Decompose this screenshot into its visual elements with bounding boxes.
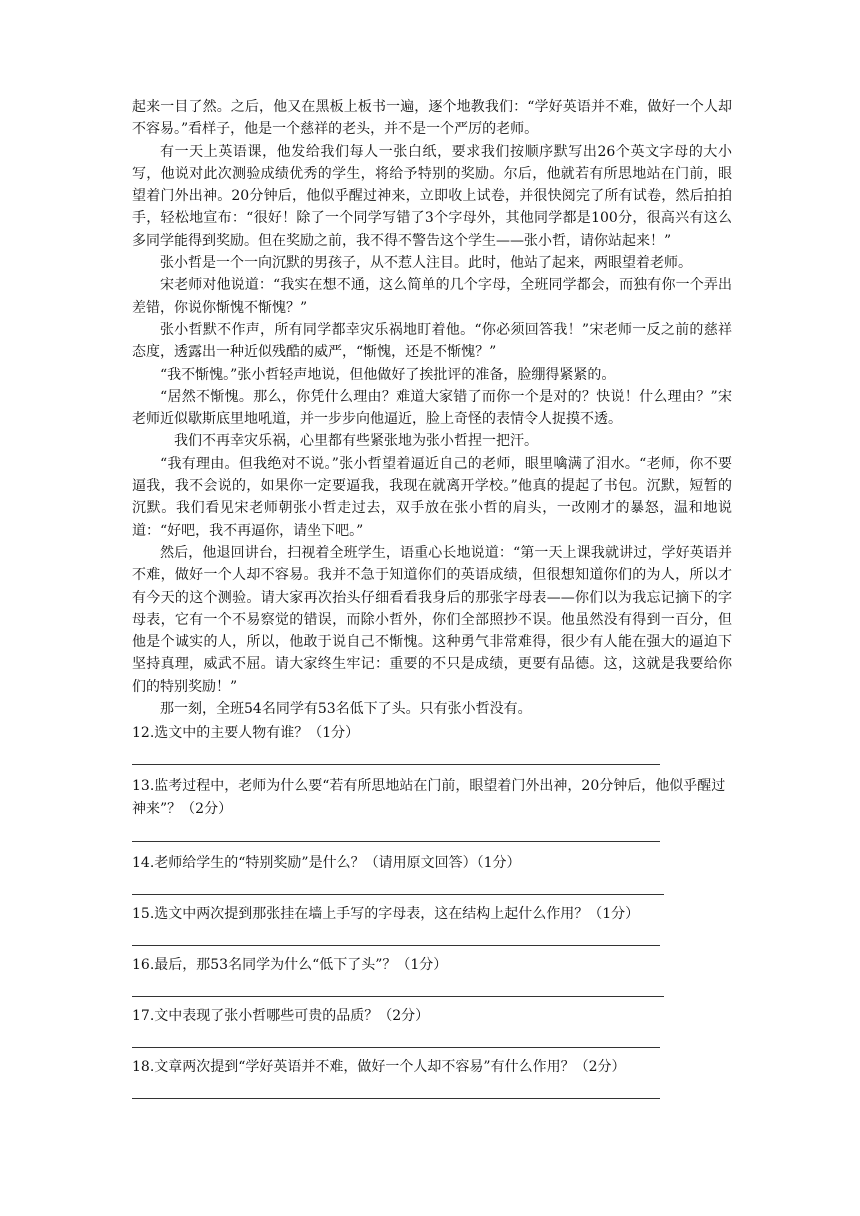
paragraph-4: 宋老师对他说道：“我实在想不通，这么简单的几个字母，全班同学都会，而独有你一个弄出差错，你说你惭愧不惭愧？”: [132, 277, 732, 316]
paragraph-11: 那一刻，全班54名同学有53名低下了头。只有张小哲没有。: [160, 701, 532, 718]
question-18: 18.文章两次提到“学好英语并不难，做好一个人却不容易”有什么作用？（2分）: [132, 1059, 626, 1076]
answer-line-16[interactable]: [132, 995, 664, 997]
question-12: 12.选文中的主要人物有谁？（1分）: [132, 725, 360, 742]
paragraph-5: 张小哲默不作声，所有同学都幸灾乐祸地盯着他。“你必须回答我！”宋老师一反之前的慈祥态度，透露出一种近似残酷的威严，“惭愧，还是不惭愧？”: [132, 321, 732, 361]
answer-line-15[interactable]: [132, 944, 660, 946]
answer-line-17[interactable]: [132, 1046, 660, 1048]
question-14: 14.老师给学生的“特别奖励”是什么？（请用原文回答）（1分）: [132, 855, 521, 872]
question-13: 13.监考过程中，老师为什么要“若有所思地站在门前，眼望着门外出神，20分钟后，他似乎醒过神来”？（2分）: [132, 778, 726, 818]
paragraph-1: 起来一目了然。之后，他又在黑板上板书一遍，逐个地教我们：“学好英语并不难，做好一个人却不容易。”看样子，他是一个慈祥的老头，并不是一个严厉的老师。: [132, 99, 732, 138]
answer-line-14[interactable]: [132, 893, 664, 895]
answer-line-12[interactable]: [132, 763, 660, 765]
question-16: 16.最后，那53名同学为什么“低下了头”？（1分）: [132, 957, 448, 974]
paragraph-3: 张小哲是一个一向沉默的男孩子，从不惹人注目。此时，他站了起来，两眼望着老师。: [160, 255, 692, 272]
paragraph-7: “居然不惭愧。那么，你凭什么理由？难道大家错了而你一个是对的？快说！什么理由？”宋老师近似歇斯底里地吼道，并一步步向他逼近，脸上奇怪的表情令人捉摸不透。: [132, 388, 732, 428]
answer-line-13[interactable]: [132, 840, 660, 842]
paragraph-2: 有一天上英语课，他发给我们每人一张白纸，要求我们按顺序默写出26个英文字母的大小写，他说对此次测验成绩优秀的学生，将给予特别的奖励。尔后，他就若有所思地站在门前，眼望着门外出神。20分钟后，他似乎醒过神来，立即收上试卷，并很快阅完了所有试卷，然后拍拍手，轻松地宣布：“很好！除了一个同学写错了3个字母外，其他同学都是100分，很高兴有这么多同学能得到奖励。但在奖励之前，我不得不警告这个学生——张小哲，请你站起来！”: [132, 143, 732, 249]
paragraph-9: “我有理由。但我绝对不说。”张小哲望着逼近自己的老师，眼里噙满了泪水。“老师，你不要逼我，我不会说的，如果你一定要逼我，我现在就离开学校。”他真的提起了书包。沉默，短暂的沉默。我们看见宋老师朝张小哲走过去，双手放在张小哲的肩头，一改刚才的暴怒，温和地说道：“好吧，我不再逼你，请坐下吧。”: [132, 455, 732, 539]
paragraph-6: “我不惭愧。”张小哲轻声地说，但他做好了挨批评的准备，脸绷得紧紧的。: [160, 366, 616, 383]
question-17: 17.文中表现了张小哲哪些可贵的品质？（2分）: [132, 1008, 430, 1025]
question-list: [132, 722, 732, 1099]
paragraph-8: 我们不再幸灾乐祸，心里都有些紧张地为张小哲捏一把汗。: [174, 433, 538, 450]
question-15: 15.选文中两次提到那张挂在墙上手写的字母表，这在结构上起什么作用？（1分）: [132, 906, 640, 923]
paragraph-10: 然后，他退回讲台，扫视着全班学生，语重心长地说道：“第一天上课我就讲过，学好英语并不难，做好一个人却不容易。我并不急于知道你们的英语成绩，但很想知道你们的为人，所以才有今天的这个测验。请大家再次抬头仔细看看我身后的那张字母表——你们以为我忘记摘下的字母表，它有一个不易察觉的错误，而除小哲外，你们全部照抄不误。他虽然没有得到一百分，但他是个诚实的人，所以，他敢于说自己不惭愧。这种勇气非常难得，很少有人能在强大的逼迫下坚持真理，威武不屈。请大家终生牢记：重要的不只是成绩，更要有品德。这，这就是我要给你们的特别奖励！”: [132, 544, 732, 695]
reading-passage-page: [132, 96, 732, 1099]
answer-line-18[interactable]: [132, 1097, 660, 1099]
